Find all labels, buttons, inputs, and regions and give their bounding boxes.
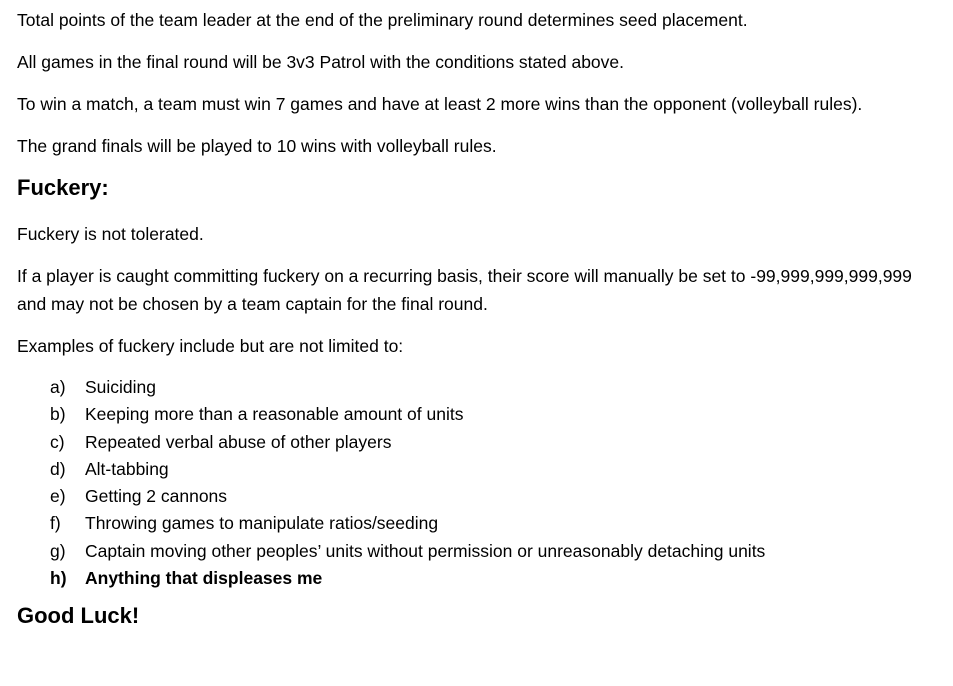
list-item	[50, 483, 937, 510]
list-item-text: Anything that displeases me	[85, 568, 323, 589]
list-marker: f)	[50, 513, 61, 534]
paragraph-penalty: If a player is caught committing fuckery on a recurring basis, their score will manually be set to -99,999,999,999,999 and may not be chosen by a team captain for the final round.	[17, 266, 912, 314]
list-marker: b)	[50, 404, 66, 425]
list-item	[50, 401, 937, 428]
list-item-text: Keeping more than a reasonable amount of units	[85, 404, 464, 425]
list-item-text: Captain moving other peoples’ units without permission or unreasonably detaching units	[85, 540, 766, 561]
list-item	[50, 538, 937, 565]
list-marker: c)	[50, 431, 65, 452]
list-item	[50, 565, 937, 592]
paragraph-not-tolerated: Fuckery is not tolerated.	[17, 224, 204, 244]
list-item	[50, 429, 937, 456]
paragraph-grand-finals: The grand finals will be played to 10 wins with volleyball rules.	[17, 136, 497, 156]
list-item-text: Suiciding	[85, 377, 157, 397]
list-marker: a)	[50, 377, 66, 397]
examples-list	[17, 374, 937, 592]
list-marker: e)	[50, 486, 66, 507]
list-item-text: Alt-tabbing	[85, 458, 169, 479]
list-marker: h)	[50, 568, 67, 589]
list-item-text: Throwing games to manipulate ratios/seeding	[85, 513, 439, 534]
paragraph-seed-placement: Total points of the team leader at the end of the preliminary round determines seed placement.	[17, 10, 748, 30]
document-body	[17, 6, 937, 648]
list-item-text: Repeated verbal abuse of other players	[85, 431, 392, 452]
paragraph-examples-intro: Examples of fuckery include but are not limited to:	[17, 336, 404, 356]
list-item	[50, 510, 937, 537]
closing-heading: Good Luck!	[17, 603, 140, 629]
list-item-text: Getting 2 cannons	[85, 486, 228, 507]
list-marker: g)	[50, 540, 66, 561]
list-item	[50, 374, 937, 401]
paragraph-final-round-format: All games in the final round will be 3v3 Patrol with the conditions stated above.	[17, 52, 625, 72]
list-marker: d)	[50, 458, 66, 479]
paragraph-match-win-rule: To win a match, a team must win 7 games and have at least 2 more wins than the opponent (volleyball rules).	[17, 94, 863, 114]
list-item	[50, 456, 937, 483]
section-heading-fuckery: Fuckery:	[17, 175, 109, 200]
